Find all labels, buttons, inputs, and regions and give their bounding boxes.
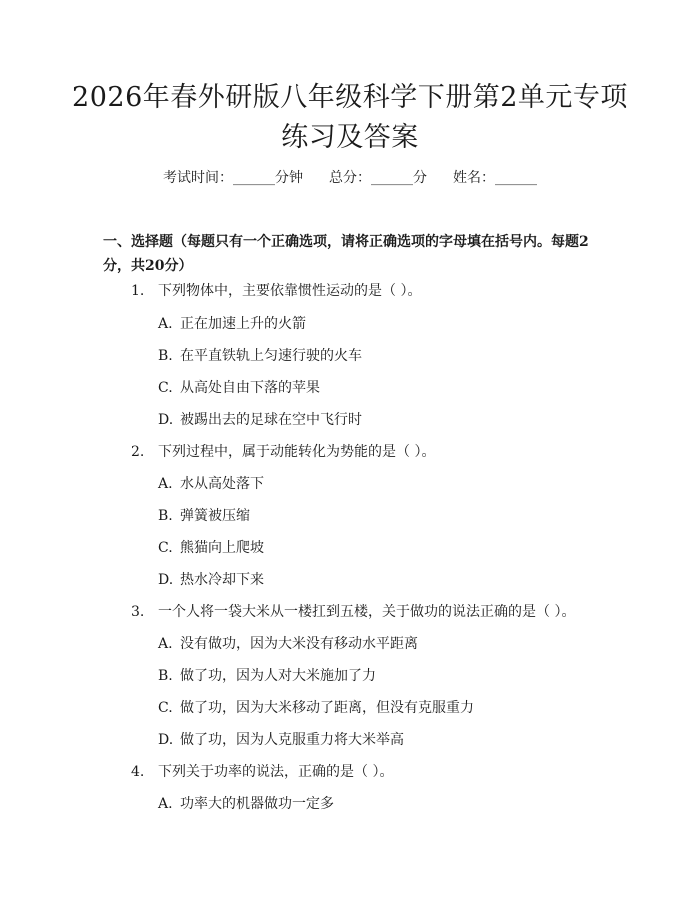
question-text: 下列过程中，属于动能转化为势能的是（ ）。 xyxy=(158,444,436,460)
option-2d xyxy=(158,570,264,590)
question-number: 3. xyxy=(131,604,145,620)
option-2a xyxy=(158,474,264,494)
option-1b xyxy=(158,346,362,366)
option-1c xyxy=(158,378,320,398)
option-2c xyxy=(158,538,264,558)
option-text: 从高处自由下落的苹果 xyxy=(180,380,320,396)
question-4 xyxy=(131,762,393,782)
question-3 xyxy=(131,602,575,622)
option-letter: C. xyxy=(158,700,173,716)
option-letter: C. xyxy=(158,380,173,396)
option-letter: A. xyxy=(158,636,173,652)
option-2b xyxy=(158,506,250,526)
question-text: 下列关于功率的说法，正确的是（ ）。 xyxy=(158,764,394,780)
option-text: 做了功，因为人对大米施加了力 xyxy=(180,668,376,684)
question-1 xyxy=(131,281,421,301)
question-number: 4. xyxy=(131,764,145,780)
option-letter: D. xyxy=(158,412,174,428)
option-letter: C. xyxy=(158,540,173,556)
option-text: 功率大的机器做功一定多 xyxy=(180,796,334,812)
option-text: 水从高处落下 xyxy=(180,476,264,492)
option-letter: A. xyxy=(158,476,173,492)
option-text: 被踢出去的足球在空中飞行时 xyxy=(180,412,362,428)
option-letter: D. xyxy=(158,572,174,588)
page-title: 2026年春外研版八年级科学下册第2单元专项练习及答案 xyxy=(72,82,628,153)
option-1a xyxy=(158,314,306,334)
option-letter: A. xyxy=(158,316,173,332)
exam-time-field: 考试时间：______分钟 xyxy=(163,170,303,186)
option-text: 做了功，因为人克服重力将大米举高 xyxy=(180,732,404,748)
option-3d xyxy=(158,730,404,750)
section-heading: 一、选择题（每题只有一个正确选项，请将正确选项的字母填在括号内。每题2分，共20分） xyxy=(103,234,589,274)
option-text: 弹簧被压缩 xyxy=(180,508,250,524)
option-text: 正在加速上升的火箭 xyxy=(180,316,306,332)
question-number: 1. xyxy=(131,283,145,299)
option-text: 做了功，因为大米移动了距离，但没有克服重力 xyxy=(180,700,474,716)
option-letter: A. xyxy=(158,796,173,812)
option-1d xyxy=(158,410,362,430)
option-letter: B. xyxy=(158,508,173,524)
option-text: 在平直铁轨上匀速行驶的火车 xyxy=(180,348,362,364)
option-text: 没有做功，因为大米没有移动水平距离 xyxy=(180,636,418,652)
option-text: 热水冷却下来 xyxy=(180,572,264,588)
exam-meta xyxy=(0,168,700,188)
total-score-field: 总分：______分 xyxy=(329,170,427,186)
question-2 xyxy=(131,442,435,462)
option-letter: B. xyxy=(158,668,173,684)
question-number: 2. xyxy=(131,444,145,460)
option-3b xyxy=(158,666,376,686)
option-letter: B. xyxy=(158,348,173,364)
option-letter: D. xyxy=(158,732,174,748)
option-text: 熊猫向上爬坡 xyxy=(180,540,264,556)
student-name-field: 姓名：______ xyxy=(453,170,537,186)
option-3c xyxy=(158,698,474,718)
option-4a xyxy=(158,794,334,814)
question-text: 下列物体中，主要依靠惯性运动的是（ ）。 xyxy=(158,283,422,299)
option-3a xyxy=(158,634,418,654)
question-text: 一个人将一袋大米从一楼扛到五楼，关于做功的说法正确的是（ ）。 xyxy=(158,604,576,620)
